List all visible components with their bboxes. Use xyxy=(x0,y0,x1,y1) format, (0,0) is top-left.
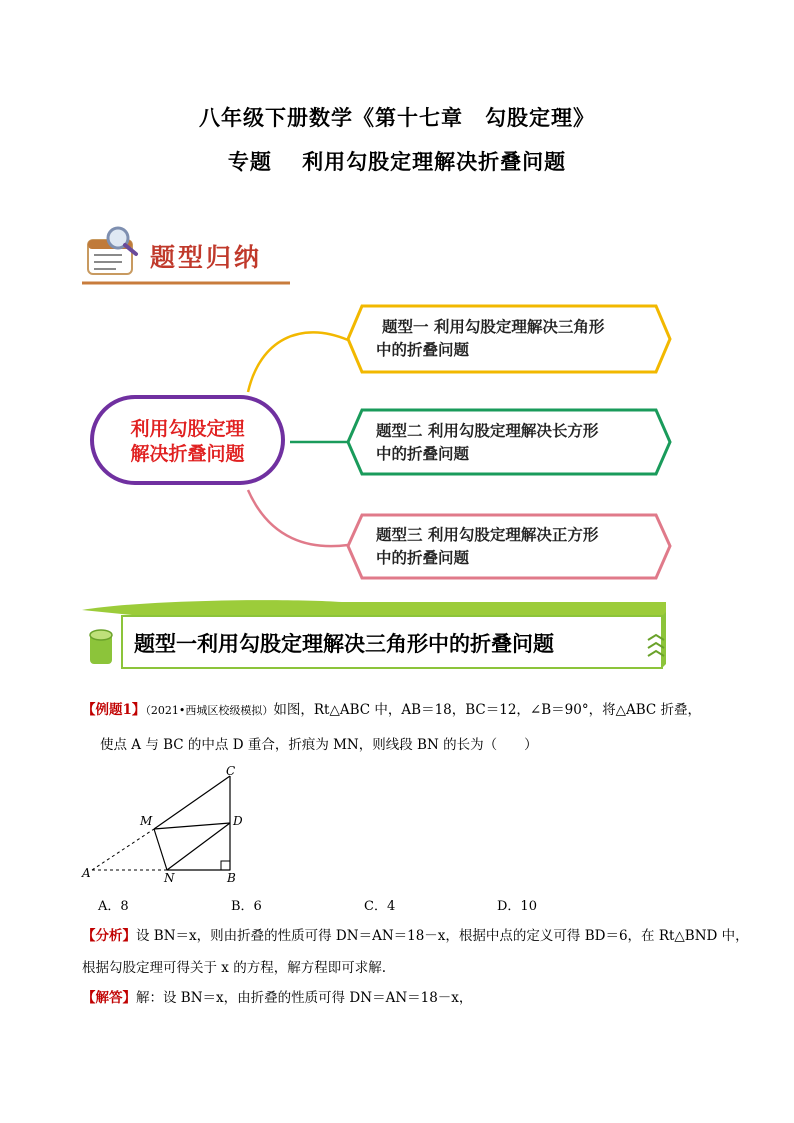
mindmap-branch-2 xyxy=(376,420,598,466)
option-d: D．10 xyxy=(497,899,537,914)
option-b: B．6 xyxy=(231,899,262,914)
branch-3-line1: 题型三 利用勾股定理解决正方形 xyxy=(376,526,599,544)
branch-1-line1: 题型一 利用勾股定理解决三角形 xyxy=(382,318,605,336)
analysis-line1 xyxy=(82,926,749,946)
answer-tag: 【解答】 xyxy=(82,990,136,1006)
center-line2: 解决折叠问题 xyxy=(130,443,245,465)
example-text-line2: 使点 A 与 BC 的中点 D 重合，折痕为 MN，则线段 BN 的长为（ ） xyxy=(100,737,538,753)
label-A: A xyxy=(82,866,91,880)
page-subtitle: 专题 利用勾股定理解决折叠问题 xyxy=(227,150,567,174)
label-N: N xyxy=(164,871,175,885)
analysis-tag: 【分析】 xyxy=(82,928,136,944)
example-text-line1: 如图，Rt△ABC 中，AB＝18，BC＝12，∠B＝90°，将△ABC 折叠， xyxy=(273,702,702,718)
center-line1: 利用勾股定理 xyxy=(130,418,245,440)
label-C: C xyxy=(226,764,236,778)
branch-1-line2: 中的折叠问题 xyxy=(376,341,470,359)
analysis-text-line1: 设 BN＝x，则由折叠的性质可得 DN＝AN＝18－x，根据中点的定义可得 BD＝6，在 Rt△BND 中， xyxy=(136,928,749,944)
mindmap-branch-1 xyxy=(376,316,605,362)
topic-banner-label: 题型一利用勾股定理解决三角形中的折叠问题 xyxy=(134,632,554,656)
section-banner-label: 题型归纳 xyxy=(150,243,263,272)
label-D: D xyxy=(233,814,243,828)
mindmap xyxy=(0,300,794,600)
triangle-figure xyxy=(80,760,250,890)
mindmap-center-node xyxy=(90,395,285,485)
branch-2-line2: 中的折叠问题 xyxy=(376,445,470,463)
answer-line1 xyxy=(82,988,472,1008)
topic-banner xyxy=(82,598,672,678)
label-B: B xyxy=(227,871,236,885)
page-title: 八年级下册数学《第十七章 勾股定理》 xyxy=(199,106,595,130)
option-c: C．4 xyxy=(364,899,396,914)
example-tag: 【例题1】 xyxy=(82,702,146,718)
branch-2-line1: 题型二 利用勾股定理解决长方形 xyxy=(376,422,599,440)
mindmap-branch-3 xyxy=(376,524,598,570)
example-line1 xyxy=(82,700,701,721)
example-source: （2021•西城区校级模拟） xyxy=(145,704,274,717)
answer-prefix: 解： xyxy=(136,990,163,1006)
branch-3-line2: 中的折叠问题 xyxy=(376,549,470,567)
analysis-text-line2: 根据勾股定理可得关于 x 的方程，解方程即可求解. xyxy=(82,960,386,976)
label-M: M xyxy=(140,814,153,828)
section-banner xyxy=(82,222,292,286)
answer-text-line1: 设 BN＝x，由折叠的性质可得 DN＝AN＝18－x， xyxy=(163,990,473,1006)
option-a: A．8 xyxy=(98,899,129,914)
